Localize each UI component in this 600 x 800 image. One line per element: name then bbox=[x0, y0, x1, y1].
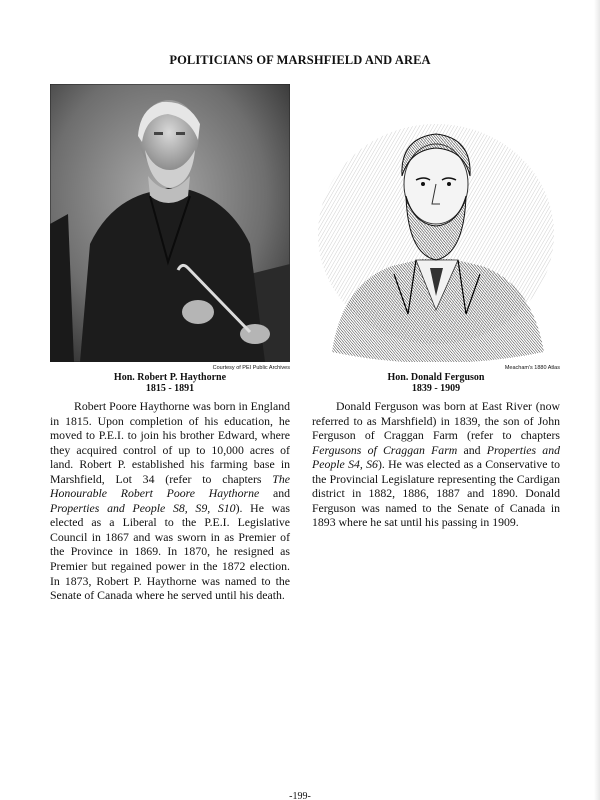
biography-text bbox=[312, 399, 560, 530]
caption-name: Hon. Donald Ferguson bbox=[387, 372, 485, 383]
portrait-haythorne bbox=[50, 84, 290, 372]
chapter-reference: Fergusons of Craggan Farm bbox=[312, 442, 458, 457]
engraving-portrait-icon bbox=[312, 84, 560, 362]
portrait-ferguson bbox=[312, 84, 560, 372]
right-column bbox=[312, 84, 560, 542]
caption-years: 1815 - 1891 bbox=[145, 383, 195, 394]
photo-credit: Courtesy of PEI Public Archives bbox=[212, 365, 290, 371]
left-column bbox=[50, 84, 290, 614]
photo-portrait-icon bbox=[50, 84, 290, 362]
photo-credit: Meacham's 1880 Atlas bbox=[504, 365, 560, 371]
bio-segment: ). He was elected as a Conservative to the Provincial Legislature representing the Cardigan district in 1882, 1886, 1887 and 1890. Donald Ferguson was named to the Senate of Canada in 1893 where he sat until his passing in 1909. bbox=[312, 457, 560, 530]
page-number: -199- bbox=[289, 792, 311, 800]
caption-years: 1839 - 1909 bbox=[411, 383, 461, 394]
scan-edge bbox=[594, 0, 600, 800]
bio-segment: Donald Ferguson was born at East River (now referred to as Marshfield) in 1839, the son of John Ferguson of Craggan Farm (refer to chapters bbox=[312, 399, 560, 443]
chapter-reference: Properties and People S8, S9, S10 bbox=[50, 500, 236, 515]
bio-segment: and bbox=[259, 486, 290, 501]
bio-segment: and bbox=[457, 442, 487, 457]
biography-text bbox=[50, 399, 290, 603]
bio-segment: ). He was elected as a Liberal to the P.E.I. Legislative Council in 1867 and was sworn in as Premier of the Province in 1869. In 1870, he resigned as Premier but regained power in the 1872 election. In 1873, Robert P. Haythorne was named to the Senate of Canada where he served until his death. bbox=[50, 500, 290, 603]
page-title: POLITICIANS OF MARSHFIELD AND AREA bbox=[169, 53, 431, 67]
chapter-reference: Properties and People S4, S6 bbox=[312, 442, 561, 472]
chapter-reference: The Honourable Robert Poore Haythorne bbox=[50, 471, 290, 501]
caption-name: Hon. Robert P. Haythorne bbox=[113, 372, 227, 383]
bio-segment: Robert Poore Haythorne was born in England in 1815. Upon completion of his education, he moved to P.E.I. to join his brother Edward, where they acquired control of up to 10,000 acres of land. Robert P. established his farming base in Marshfield, Lot 34 (refer to chapters bbox=[50, 399, 290, 486]
